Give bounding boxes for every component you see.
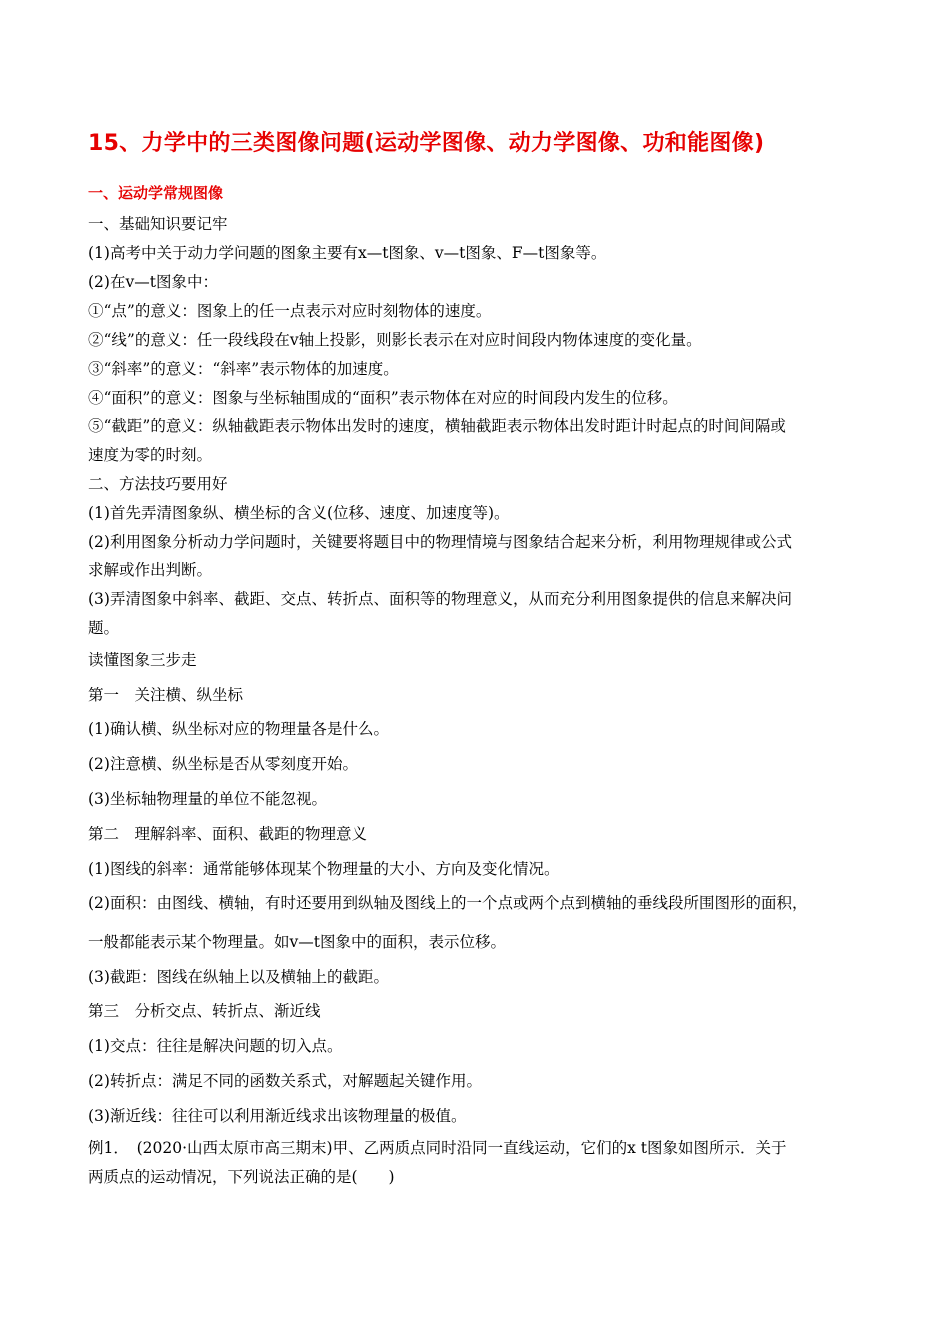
paragraph-line: 速度为零的时刻。 (88, 446, 213, 464)
paragraph-line: ②“线”的意义：任一段线段在v轴上投影，则影长表示在对应时间段内物体速度的变化量。 (88, 331, 702, 349)
paragraph-line: (3)渐近线：往往可以利用渐近线求出该物理量的极值。 (88, 1107, 467, 1125)
paragraph-line: ④“面积”的意义：图象与坐标轴围成的“面积”表示物体在对应的时间段内发生的位移。 (88, 389, 678, 407)
subheading-basics: 一、基础知识要记牢 (88, 215, 228, 233)
paragraph-line: (2)利用图象分析动力学问题时，关键要将题目中的物理情境与图象结合起来分析，利用物理规律或公式 (88, 533, 792, 551)
paragraph-line: ①“点”的意义：图象上的任一点表示对应时刻物体的速度。 (88, 302, 492, 320)
paragraph-line: 题。 (88, 619, 120, 637)
paragraph-line: 一般都能表示某个物理量。如v—t图象中的面积，表示位移。 (88, 933, 506, 951)
paragraph-line: (3)弄清图象中斜率、截距、交点、转折点、面积等的物理意义，从而充分利用图象提供的信息来解决问 (88, 590, 792, 608)
paragraph-line: (2)在v—t图象中： (88, 273, 218, 291)
example-question: 两质点的运动情况，下列说法正确的是( ) (88, 1168, 395, 1186)
paragraph-line: (2)面积：由图线、横轴，有时还要用到纵轴及图线上的一个点或两个点到横轴的垂线段所围图形的面积， (88, 894, 808, 912)
paragraph-line: (1)高考中关于动力学问题的图象主要有x—t图象、v—t图象、F—t图象等。 (88, 244, 607, 262)
step-heading: 第二 理解斜率、面积、截距的物理意义 (88, 825, 368, 843)
paragraph-line: 求解或作出判断。 (88, 561, 213, 579)
step-heading: 第一 关注横、纵坐标 (88, 686, 244, 704)
paragraph-line: (2)转折点：满足不同的函数关系式，对解题起关键作用。 (88, 1072, 482, 1090)
subheading-methods: 二、方法技巧要用好 (88, 475, 228, 493)
paragraph-line: ③“斜率”的意义：“斜率”表示物体的加速度。 (88, 360, 399, 378)
paragraph-line: (3)坐标轴物理量的单位不能忽视。 (88, 790, 327, 808)
paragraph-line: (3)截距：图线在纵轴上以及横轴上的截距。 (88, 968, 389, 986)
section-heading: 一、运动学常规图像 (88, 184, 224, 202)
document-title: 15、力学中的三类图像问题(运动学图像、动力学图像、功和能图像) (88, 131, 765, 156)
paragraph-line: (1)交点：往往是解决问题的切入点。 (88, 1037, 343, 1055)
step-heading: 第三 分析交点、转折点、渐近线 (88, 1002, 321, 1020)
paragraph-line: (1)图线的斜率：通常能够体现某个物理量的大小、方向及变化情况。 (88, 860, 560, 878)
paragraph-line: (1)首先弄清图象纵、横坐标的含义(位移、速度、加速度等)。 (88, 504, 510, 522)
subheading-three-steps: 读懂图象三步走 (88, 651, 197, 669)
paragraph-line: (1)确认横、纵坐标对应的物理量各是什么。 (88, 720, 389, 738)
example-question: 例1． (2020·山西太原市高三期末)甲、乙两质点同时沿同一直线运动，它们的x t图象如图所示．关于 (88, 1139, 787, 1157)
paragraph-line: ⑤“截距”的意义：纵轴截距表示物体出发时的速度，横轴截距表示物体出发时距计时起点的时间间隔或 (88, 417, 786, 435)
paragraph-line: (2)注意横、纵坐标是否从零刻度开始。 (88, 755, 358, 773)
